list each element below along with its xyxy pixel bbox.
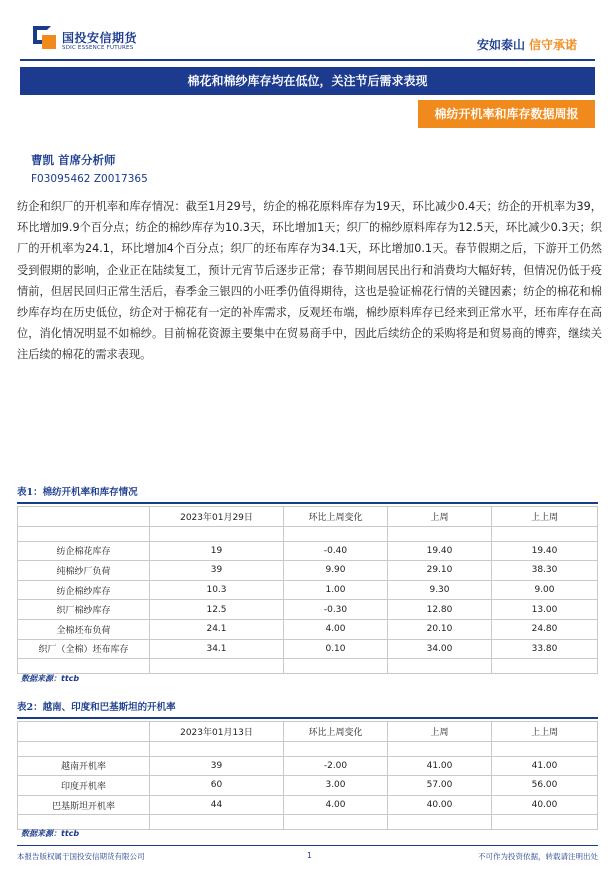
table1 bbox=[17, 506, 598, 674]
table-spacer-row bbox=[18, 526, 598, 541]
table-cell: 0.10 bbox=[284, 639, 388, 659]
table-cell: 19.40 bbox=[492, 541, 598, 561]
table-spacer-row bbox=[18, 659, 598, 674]
report-category-tag: 棉纺开机率和库存数据周报 bbox=[418, 100, 595, 128]
table-cell: 60 bbox=[150, 776, 284, 796]
table-header-row bbox=[18, 722, 598, 742]
table-header-cell: 2023年01月29日 bbox=[150, 507, 284, 527]
table-header-cell: 环比上周变化 bbox=[284, 722, 388, 742]
row-label: 织厂（全棉）坯布库存 bbox=[18, 639, 150, 659]
table-cell: 13.00 bbox=[492, 600, 598, 620]
table-row bbox=[18, 541, 598, 561]
company-slogan bbox=[477, 36, 577, 53]
table1-top-rule bbox=[17, 502, 598, 504]
footer-divider bbox=[17, 845, 598, 846]
table-spacer-row bbox=[18, 741, 598, 756]
table-header-cell: 环比上周变化 bbox=[284, 507, 388, 527]
row-label: 巴基斯坦开机率 bbox=[18, 795, 150, 815]
company-logo-icon bbox=[33, 26, 57, 50]
table-cell: 9.90 bbox=[284, 561, 388, 581]
row-label: 纯棉纱厂负荷 bbox=[18, 561, 150, 581]
table-cell: 29.10 bbox=[388, 561, 492, 581]
slogan-part2: 信守承诺 bbox=[528, 38, 577, 52]
author-certificates: F03095462 Z0017365 bbox=[31, 173, 148, 185]
row-label: 纺企棉花库存 bbox=[18, 541, 150, 561]
row-label: 印度开机率 bbox=[18, 776, 150, 796]
brand-name-en: SDIC ESSENCE FUTURES bbox=[62, 45, 134, 51]
table-row bbox=[18, 561, 598, 581]
report-body: 纺企和织厂的开机率和库存情况：截至1月29号，纺企的棉花原料库存为19天，环比减少0.4天；纺企的开机率为39，环比增加9.9个百分点；纺企的棉纱库存为10.3天，环比增加1天；织厂的棉纱原料库存为12.5天，环比减少0.3天；织厂的开机率为24.1，环比增加4个百分点；织厂的坯布库存为34.1天，环比增加0.1天。春节假期之后，下游开工仍然受到假期的影响，企业正在陆续复工，预计元宵节后逐步正常；春节期间居民出行和消费均大幅好转，但情况仍低于疫情前，但居民回归正常生活后，春季金三银四的小旺季仍值得期待，这也是验证棉花行情的关键因素；纺企的棉花和棉纱库存均在历史低位，纺企对于棉花有一定的补库需求，反观坯布端，棉纱原料库存已经来到正常水平，坯布库存在高位，消化情况明显不如棉纱。目前棉花资源主要集中在贸易商手中，因此后续纺企的采购将是和贸易商的博弈，继续关注后续的棉花的需求表现。 bbox=[17, 200, 602, 362]
report-title: 棉花和棉纱库存均在低位，关注节后需求表现 bbox=[20, 67, 595, 95]
table-cell: 19 bbox=[150, 541, 284, 561]
table-cell: 10.3 bbox=[150, 580, 284, 600]
table-cell: 19.40 bbox=[388, 541, 492, 561]
table-cell: 39 bbox=[150, 561, 284, 581]
table-cell: 24.80 bbox=[492, 619, 598, 639]
table-cell: 9.00 bbox=[492, 580, 598, 600]
footer-disclaimer: 不可作为投资依据，转载请注明出处 bbox=[478, 852, 598, 861]
author-name: 曹凯 首席分析师 bbox=[31, 153, 116, 167]
table-cell: 4.00 bbox=[284, 795, 388, 815]
header-divider bbox=[20, 59, 595, 61]
table-row bbox=[18, 639, 598, 659]
table-cell: 38.30 bbox=[492, 561, 598, 581]
table-header-cell: 上周 bbox=[388, 722, 492, 742]
brand-name-cn: 国投安信期货 bbox=[62, 31, 138, 45]
table-header-cell bbox=[18, 722, 150, 742]
table-cell: -0.40 bbox=[284, 541, 388, 561]
row-label: 织厂棉纱库存 bbox=[18, 600, 150, 620]
table-header-cell bbox=[18, 507, 150, 527]
table-cell: 40.00 bbox=[492, 795, 598, 815]
page-number: 1 bbox=[307, 851, 312, 860]
row-label: 全棉坯布负荷 bbox=[18, 619, 150, 639]
table-cell: 1.00 bbox=[284, 580, 388, 600]
table-cell: 34.1 bbox=[150, 639, 284, 659]
table-cell: 41.00 bbox=[492, 756, 598, 776]
table-cell: 34.00 bbox=[388, 639, 492, 659]
table-header-cell: 2023年01月13日 bbox=[150, 722, 284, 742]
table-cell: 12.80 bbox=[388, 600, 492, 620]
table2-top-rule bbox=[17, 717, 598, 719]
table-header-cell: 上周 bbox=[388, 507, 492, 527]
row-label: 纺企棉纱库存 bbox=[18, 580, 150, 600]
table-cell: 56.00 bbox=[492, 776, 598, 796]
table1-source: 数据来源：ttcb bbox=[21, 674, 80, 683]
table-cell: 41.00 bbox=[388, 756, 492, 776]
table-header-cell: 上上周 bbox=[492, 507, 598, 527]
table-row bbox=[18, 756, 598, 776]
table-cell: -0.30 bbox=[284, 600, 388, 620]
table2-source: 数据来源：ttcb bbox=[21, 829, 80, 838]
table2-title: 表2：越南、印度和巴基斯坦的开机率 bbox=[17, 702, 176, 713]
slogan-part1: 安如泰山 bbox=[476, 38, 525, 52]
table-spacer-row bbox=[18, 815, 598, 830]
table-cell: 40.00 bbox=[388, 795, 492, 815]
table-cell: 20.10 bbox=[388, 619, 492, 639]
table2 bbox=[17, 721, 598, 830]
table-cell: -2.00 bbox=[284, 756, 388, 776]
table-row bbox=[18, 795, 598, 815]
footer-copyright: 本报告版权属于国投安信期货有限公司 bbox=[17, 852, 145, 861]
table-cell: 9.30 bbox=[388, 580, 492, 600]
table-cell: 24.1 bbox=[150, 619, 284, 639]
table-cell: 33.80 bbox=[492, 639, 598, 659]
row-label: 越南开机率 bbox=[18, 756, 150, 776]
table-row bbox=[18, 776, 598, 796]
table-header-row bbox=[18, 507, 598, 527]
table-header-cell: 上上周 bbox=[492, 722, 598, 742]
table-row bbox=[18, 600, 598, 620]
table-cell: 3.00 bbox=[284, 776, 388, 796]
table-cell: 4.00 bbox=[284, 619, 388, 639]
table-cell: 57.00 bbox=[388, 776, 492, 796]
table1-title: 表1：棉纺开机率和库存情况 bbox=[17, 487, 138, 498]
table-cell: 12.5 bbox=[150, 600, 284, 620]
table-cell: 39 bbox=[150, 756, 284, 776]
table-cell: 44 bbox=[150, 795, 284, 815]
table-row bbox=[18, 580, 598, 600]
table-row bbox=[18, 619, 598, 639]
